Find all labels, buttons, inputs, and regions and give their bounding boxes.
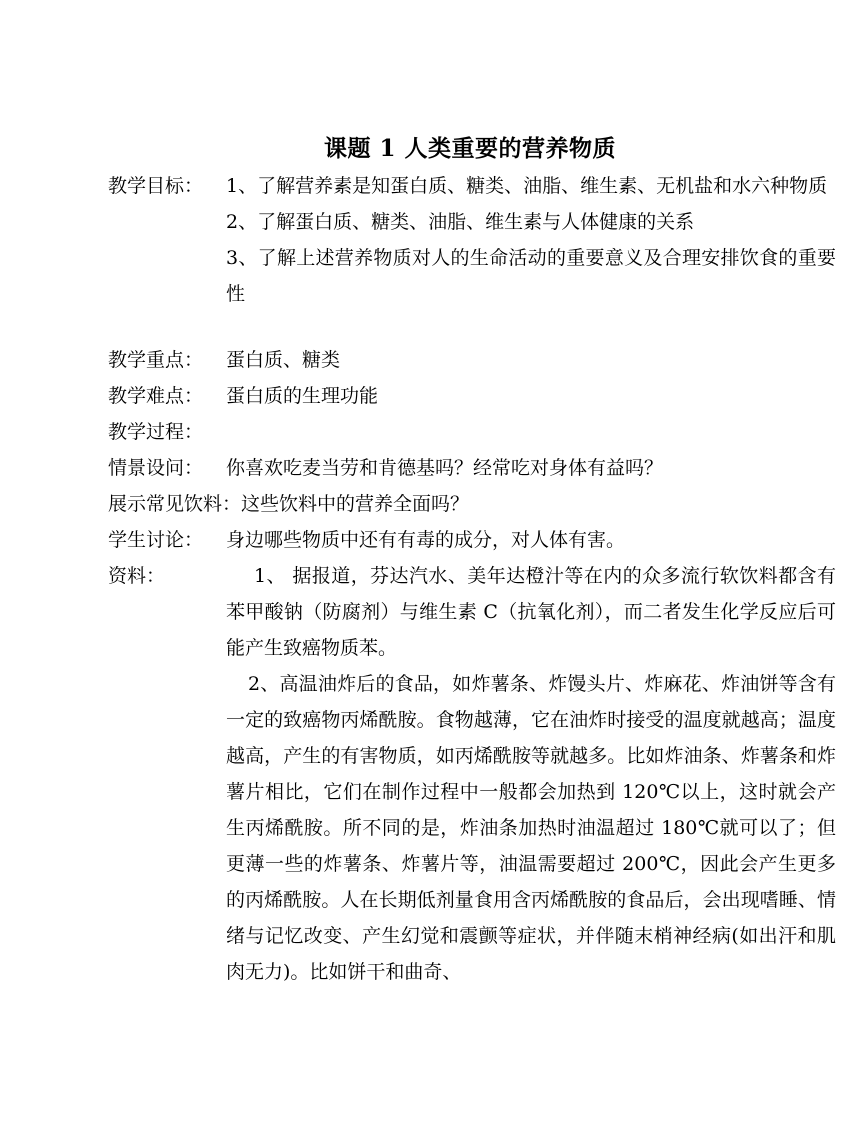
scenario-label: 情景设问：: [108, 457, 204, 479]
objectives-label: 教学目标：: [108, 175, 204, 197]
drinks-label: [108, 486, 469, 522]
discussion-label: 学生讨论：: [108, 529, 204, 551]
key-points-label: 教学重点：: [108, 349, 204, 371]
scenario-text: 你喜欢吃麦当劳和肯德基吗？经常吃对身体有益吗？: [226, 457, 664, 479]
materials-label: 资料：: [108, 565, 166, 587]
drinks-label-text: 展示常见饮料：: [108, 493, 242, 515]
material-item-1: 1、 据报道，芬达汽水、美年达橙汁等在内的众多流行软饮料都含有苯甲酸钠（防腐剂）与维生素 C（抗氧化剂），而二者发生化学反应后可能产生致癌物质苯。: [226, 565, 836, 659]
page-title: 课题 1 人类重要的营养物质: [323, 135, 617, 162]
material-item-2: 2、高温油炸后的食品，如炸薯条、炸馒头片、炸麻花、炸油饼等含有一定的致癌物丙烯酰胺。食物越薄，它在油炸时接受的温度就越高；温度越高，产生的有害物质，如丙烯酰胺等就越多。比如炸油条、炸薯条和炸薯片相比，它们在制作过程中一般都会加热到 120℃以上，这时就会产生丙烯酰胺。所不同的是，炸油条加热时油温超过 180℃就可以了；但更薄一些的炸薯条、炸薯片等，油温需要超过 200℃，因此会产生更多的丙烯酰胺。人在长期低剂量食用含丙烯酰胺的食品后，会出现嗜睡、情绪与记忆改变、产生幻觉和震颤等症状，并伴随末梢神经病(如出汗和肌肉无力)。比如饼干和曲奇、: [226, 673, 836, 983]
materials-list: [226, 558, 836, 990]
key-points-text: 蛋白质、糖类: [226, 349, 341, 371]
process-label: 教学过程：: [108, 421, 204, 443]
objective-item-2: 2、了解蛋白质、糖类、油脂、维生素与人体健康的关系: [226, 211, 695, 233]
difficulties-label: 教学难点：: [108, 385, 204, 407]
objective-item-1: 1、了解营养素是知蛋白质、糖类、油脂、维生素、无机盐和水六种物质: [226, 175, 828, 197]
objective-item-3: 3、了解上述营养物质对人的生命活动的重要意义及合理安排饮食的重要性: [226, 247, 836, 305]
discussion-text: 身边哪些物质中还有有毒的成分，对人体有害。: [226, 529, 626, 551]
drinks-text: 这些饮料中的营养全面吗？: [241, 493, 470, 515]
difficulties-text: 蛋白质的生理功能: [226, 385, 379, 407]
objectives-list: [226, 168, 836, 312]
